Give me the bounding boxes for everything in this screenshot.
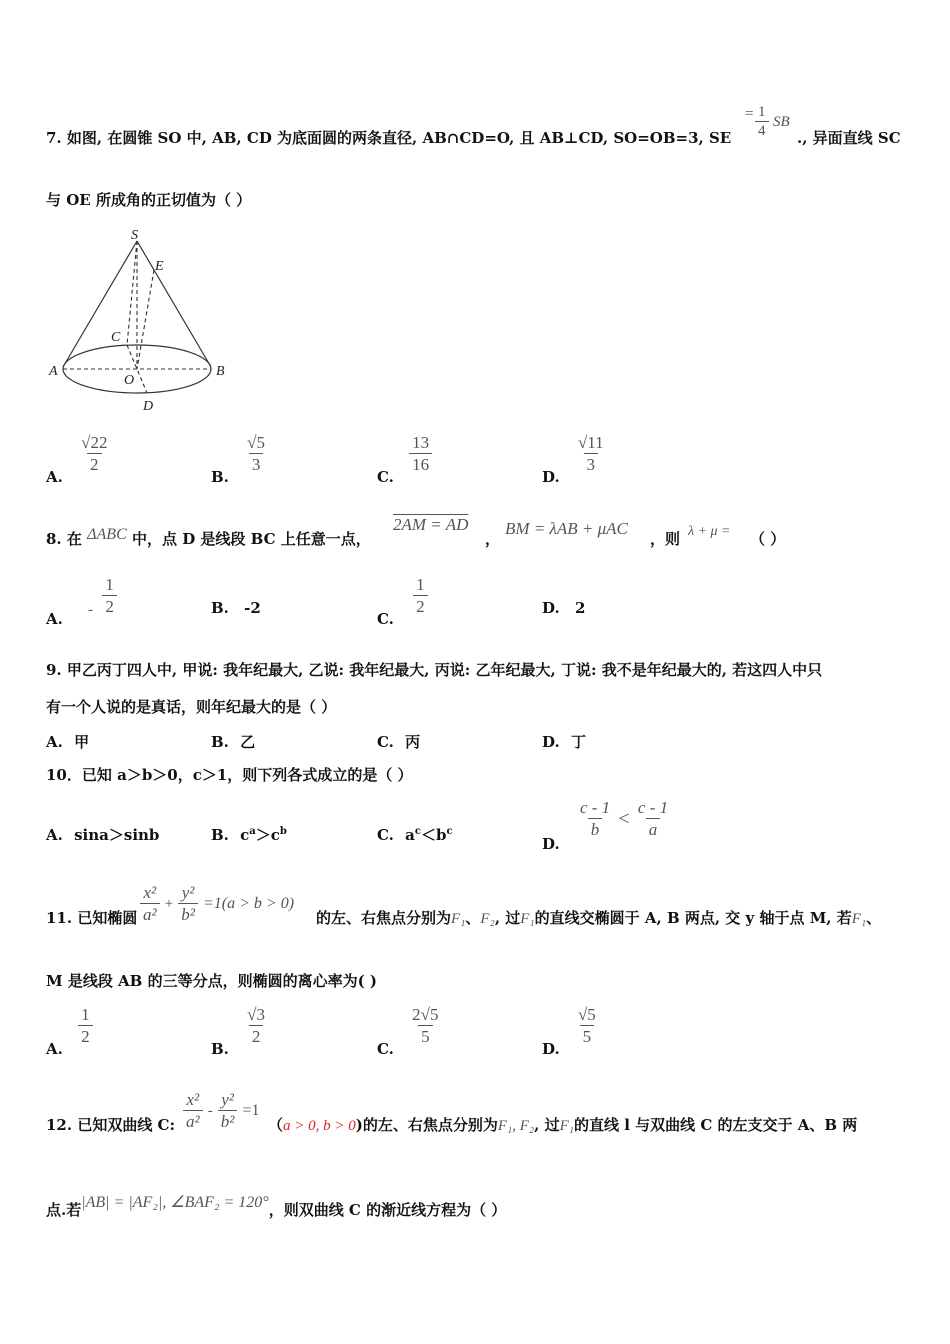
q7-option-d[interactable]: D. $\frac{√11}{3}$ bbox=[542, 433, 604, 486]
q8-then: ，则 bbox=[650, 530, 681, 548]
q7-line1 bbox=[46, 127, 731, 148]
q8-option-b[interactable]: B. -2 bbox=[211, 599, 261, 617]
q8-option-c[interactable]: C. $\frac{1}{2}$ bbox=[377, 575, 428, 616]
q10-option-a[interactable]: A. sina＞sinb bbox=[46, 826, 160, 844]
q9-option-b[interactable]: B. 乙 bbox=[211, 733, 256, 751]
q8-comma: ， bbox=[485, 530, 501, 548]
q11-line2: M 是线段 AB 的三等分点，则椭圆的离心率为( ) bbox=[46, 972, 378, 990]
q8-sum: λ + μ = bbox=[688, 524, 731, 539]
q11-option-c[interactable]: C. $\frac{2√5}{5}$ bbox=[377, 1005, 439, 1058]
q10-line: 10．已知 a＞b＞0，c＞1，则下列各式成立的是（ ） bbox=[46, 766, 413, 784]
base-front-arc bbox=[63, 369, 211, 393]
q12-line2: 点.若|AB| = |AF₂|, ∠BAF₂ = 120°，则双曲线 C 的渐近线方程为（ ） bbox=[46, 1194, 507, 1219]
q9-option-d[interactable]: D. 丁 bbox=[542, 733, 586, 751]
q10-option-b[interactable]: B. $c^a>c^b$ bbox=[211, 826, 287, 844]
q7-line2: 与 OE 所成角的正切值为（ ） bbox=[46, 191, 252, 209]
q8-triangle: ΔABC bbox=[87, 526, 127, 543]
cone-figure bbox=[45, 225, 245, 420]
label-s: S bbox=[131, 228, 138, 243]
q8-option-a[interactable]: A. - $\frac{1}{2}$ bbox=[46, 575, 117, 616]
q8-line: 8. 在 ΔABC 中，点 D 是线段 BC 上任意一点， bbox=[46, 526, 371, 548]
q12-prefix: 12. 已知双曲线 C: bbox=[46, 1116, 176, 1134]
q11-option-d[interactable]: D. $\frac{√5}{5}$ bbox=[542, 1005, 596, 1058]
q7-option-b[interactable]: B. $\frac{√5}{3}$ bbox=[211, 433, 265, 486]
q12-condition: a > 0, b > 0 bbox=[283, 1118, 356, 1134]
q9-option-c[interactable]: C. 丙 bbox=[377, 733, 421, 751]
q10-option-d[interactable]: D. $\frac{c - 1}{b}$ < $\frac{c - 1}{a}$ bbox=[542, 798, 669, 853]
q8-option-d[interactable]: D. 2 bbox=[542, 599, 586, 617]
q8-vector-eq1: 2AM = AD bbox=[393, 515, 469, 534]
q7-se-tail: SB bbox=[773, 114, 790, 130]
label-a: A bbox=[49, 364, 58, 379]
q7-se-den: 4 bbox=[755, 121, 769, 140]
q7-se-num: 1 bbox=[758, 104, 766, 120]
q11-line1: 的左、右焦点分别为F₁、F₂, 过F₁的直线交椭圆于 A, B 两点, 交 y 轴于点 M, 若F₁、 bbox=[316, 909, 882, 927]
q11-option-a[interactable]: A. $\frac{1}{2}$ bbox=[46, 1005, 93, 1046]
q9-option-a[interactable]: A. 甲 bbox=[46, 733, 90, 751]
q7-text: 7. 如图, 在圆锥 SO 中, AB, CD 为底面圆的两条直径, AB∩CD=O, 且 AB⊥CD, SO=OB=3, SE bbox=[46, 129, 732, 147]
q12-hyperbola-eq: $\frac{\text{x²}}{\text{a²}}$ - $\frac{\text{y²}}{\text{b²}}$ =1 bbox=[183, 1090, 260, 1131]
label-e: E bbox=[155, 259, 164, 274]
q12-line1: （a > 0, b > 0)的左、右焦点分别为F₁, F₂, 过F₁的直线 l 与双曲线 C 的左支交于 A、B 两 bbox=[268, 1116, 858, 1134]
label-b: B bbox=[216, 364, 225, 379]
q10-option-c[interactable]: C. $a^c<b^c$ bbox=[377, 826, 453, 844]
q11-prefix: 11. 已知椭圆 bbox=[46, 909, 138, 927]
q7-option-a[interactable]: A. $\frac{√22}{2}$ bbox=[46, 433, 108, 486]
q11-option-b[interactable]: B. $\frac{√3}{2}$ bbox=[211, 1005, 265, 1058]
q11-ellipse-eq: $\frac{\text{x²}}{\text{a²}}$ + $\frac{\text{y²}}{\text{b²}}$ =1(a > b > 0) bbox=[140, 883, 294, 924]
q7-option-c[interactable]: C. $\frac{13}{16}$ bbox=[377, 433, 432, 474]
q9-line2: 有一个人说的是真话，则年纪最大的是（ ） bbox=[46, 698, 337, 716]
q9-line1: 9. 甲乙丙丁四人中, 甲说: 我年纪最大, 乙说: 我年纪最大, 丙说: 乙年纪最大, 丁说: 我不是年纪最大的, 若这四人中只 bbox=[46, 661, 823, 679]
q7-line1-end: ., 异面直线 SC bbox=[797, 129, 901, 147]
label-o: O bbox=[124, 373, 135, 388]
label-c: C bbox=[111, 330, 121, 345]
q7-se-eq: = bbox=[745, 106, 754, 122]
segment-oe bbox=[137, 270, 154, 369]
label-d: D bbox=[143, 399, 154, 414]
q8-vector-eq2: BM = λAB + μAC bbox=[505, 519, 628, 538]
q8-paren: （ ） bbox=[750, 530, 786, 548]
q12-condition-math: |AB| = |AF₂|, ∠BAF₂ = 120° bbox=[81, 1194, 269, 1211]
